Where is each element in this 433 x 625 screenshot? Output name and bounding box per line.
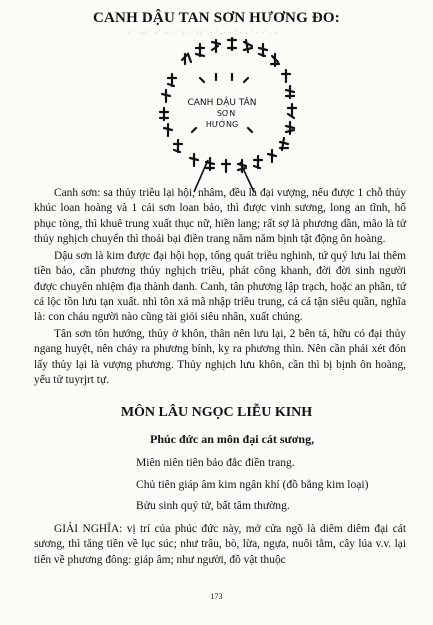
verse-heading: Phúc đức an môn đại cát sương, bbox=[150, 432, 315, 446]
verse-line: Bửu sinh quý tử, bất tâm thường. bbox=[136, 499, 290, 512]
compass-diagram bbox=[122, 32, 322, 197]
paragraph-explanation: GIẢI NGHĨA: vị trí của phúc đức này, mở cửa ngõ là diêm diêm đại cát sương, thì tăng tiền về lục súc; như trâu, bò, lừa, ngựa, nuôi tằm, cây lúa v.v. lại tiến về phương đông: giáp âm; như người, đồ vật thuộc bbox=[34, 523, 406, 566]
diagram-center-line1: CANH DẬU TÂN bbox=[187, 98, 257, 108]
paragraph-dau-son: Dậu sơn là kim được đại hội họp, tổng quát triều nghinh, tứ quý lưu lai thêm tiền bảo, cần phương thủy nghịch triều, phát công khanh, đời đời sinh người được chuyên nhiệm địa thành danh. Canh, tân phương lập trạch, hoặc an phần, tứ cá lộc tồn lưu tạn xuất. nhì tôn xá mã nhập triều trung, cá cá tận siêu quần, nghĩa là: con cháu người nào cũng tài giỏi siêu nhân, xuất chúng. bbox=[34, 250, 406, 324]
scan-noise: · ˙ ·.· ˙ ·˙ ·. · ˙ . · ˙·. ˙ · ˙ .· · ˙ · . ˙ · ·˙ . · bbox=[128, 30, 278, 36]
diagram-center-line3: HƯỚNG bbox=[205, 120, 239, 129]
paragraph-tan-son: Tân sơn tôn hướng, thủy ở khôn, thân nên lưu lại, 2 bên tả, hữu có đại thủy ngang huyệt, nên chảy ra phương bính, kỵ ra phương thìn. Nên cần phải xét đón lấy thủy lại là vượng phương. Thủy nghịch lưu khôn, cần thì bị bịnh ôn hoàng, yểu tử tuyrjrt tự. bbox=[34, 328, 406, 386]
page-number: 173 bbox=[210, 592, 223, 601]
diagram-center-line2: SƠN bbox=[216, 109, 236, 118]
page-title: CANH DẬU TAN SƠN HƯƠNG ĐO: bbox=[92, 10, 340, 26]
paragraph-canh-son: Canh sơn: sa thủy triều lại hội, nhâm, đều là đại vượng, nếu được 1 chỗ thủy khúc loan hoàng và 1 cái sơn loan bảo, thì được vinh sương, long an tĩnh, hổ phục tòng, thì khuê trung xuất thục nữ, hiền lang; rất sợ là phương dần, mão là tử thủy nghịch chuyển thì thoái bại điền trang năm năm bịnh tật động ôn hoàng. bbox=[34, 187, 406, 245]
verse-line: Chủ tiên giáp âm kim ngân khí (đồ bằng kim loại) bbox=[136, 478, 369, 491]
section-title: MÔN LÂU NGỌC LIỄU KINH bbox=[120, 405, 313, 420]
verse-line: Miên niên tiên bảo đắc điền trang. bbox=[136, 456, 295, 469]
